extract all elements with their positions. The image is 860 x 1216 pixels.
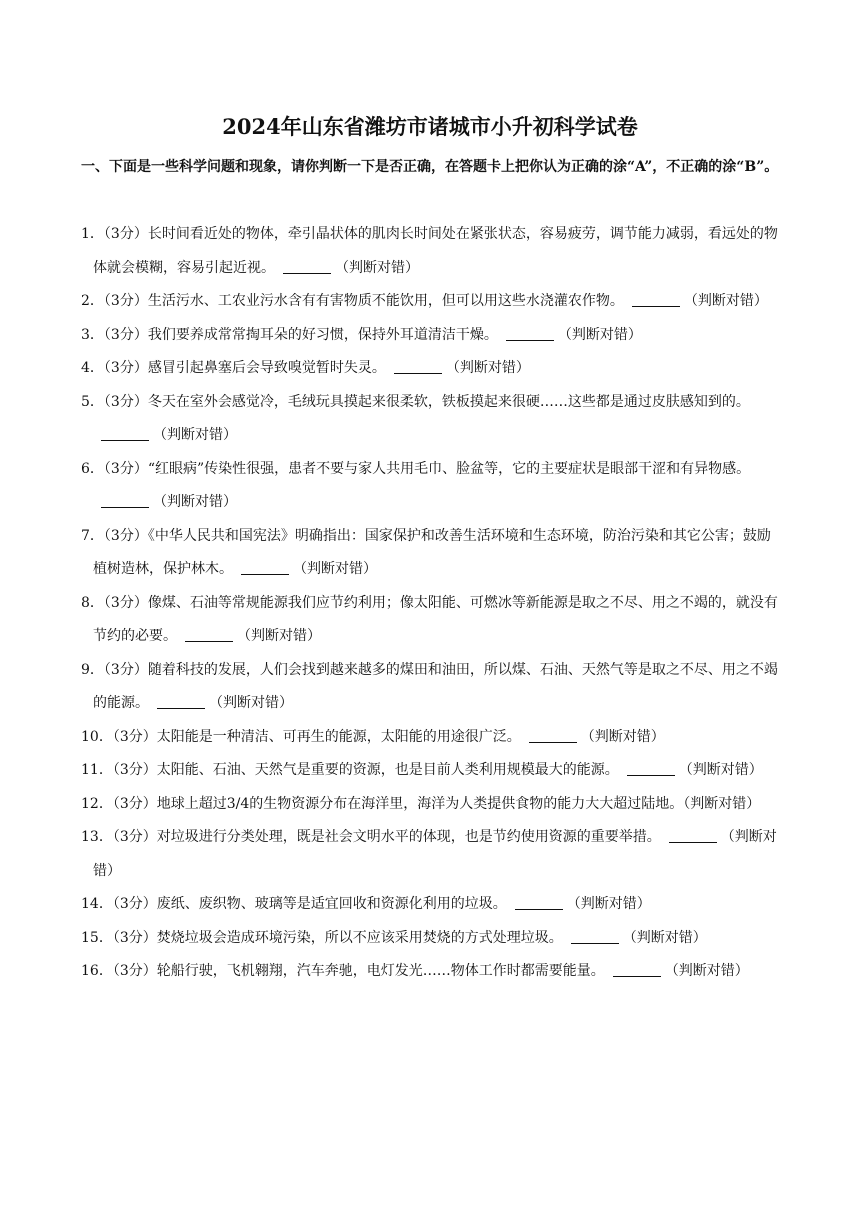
judge-label: （判断对错） xyxy=(580,728,665,745)
answer-blank[interactable] xyxy=(515,895,563,910)
question-text: 废纸、废织物、玻璃等是适宜回收和资源化利用的垃圾。 xyxy=(156,896,507,912)
question-item xyxy=(81,386,779,453)
answer-blank[interactable] xyxy=(506,326,554,341)
answer-blank[interactable] xyxy=(157,694,205,709)
question-points: （3分） xyxy=(112,963,157,979)
question-number: 2． xyxy=(81,293,104,309)
question-text: 地球上超过3/4的生物资源分布在海洋里，海洋为人类提供食物的能力大大超过陆地。 xyxy=(156,795,684,812)
judge-label: （判断对错） xyxy=(683,293,768,309)
question-number: 13． xyxy=(81,829,113,845)
judge-label: （判断对错） xyxy=(566,896,651,912)
question-points: （3分） xyxy=(103,326,148,343)
question-number: 15． xyxy=(81,929,113,946)
question-text: “红眼病”传染性很强，患者不要与家人共用毛巾、脸盆等，它的主要症状是眼部干涩和有异物感。 xyxy=(147,460,751,477)
judge-label: （判断对错） xyxy=(335,259,419,276)
question-text: 太阳能是一种清洁、可再生的能源，太阳能的用途很广泛。 xyxy=(156,728,521,745)
question-points: （3分） xyxy=(103,594,148,611)
question-item xyxy=(81,721,779,755)
question-points: （3分） xyxy=(112,762,157,778)
question-text: 冬天在室外会感觉冷，毛绒玩具摸起来很柔软，铁板摸起来很硬……这些都是通过皮肤感知到的。 xyxy=(147,393,750,410)
question-number: 12． xyxy=(81,795,113,812)
answer-blank[interactable] xyxy=(669,828,717,843)
question-text: 轮船行驶，飞机翱翔，汽车奔驰，电灯发光……物体工作时都需要能量。 xyxy=(156,963,605,979)
answer-blank[interactable] xyxy=(394,359,442,374)
question-list xyxy=(81,218,779,989)
answer-blank[interactable] xyxy=(529,728,577,743)
question-text: 长时间看近处的物体，牵引晶状体的肌肉长时间处在紧张状态，容易疲劳，调节能力减弱，看远处的物体就会模糊，容易引起近视。 xyxy=(93,226,778,276)
question-number: 14． xyxy=(81,896,113,912)
question-points: （3分） xyxy=(103,527,148,544)
answer-blank[interactable] xyxy=(283,259,331,274)
question-item xyxy=(81,520,779,587)
judge-label: （判断对错） xyxy=(683,795,761,812)
question-number: 4． xyxy=(81,360,104,376)
question-points: （3分） xyxy=(103,393,148,410)
question-number: 11． xyxy=(81,762,113,778)
question-points: （3分） xyxy=(103,226,148,242)
judge-label: （判断对错） xyxy=(209,695,293,711)
question-text: 生活污水、工农业污水含有有害物质不能饮用，但可以用这些水浇灌农作物。 xyxy=(147,293,624,309)
question-item xyxy=(81,654,779,721)
answer-blank[interactable] xyxy=(613,962,661,977)
question-item xyxy=(81,922,779,956)
question-points: （3分） xyxy=(112,896,157,912)
question-text: 对垃圾进行分类处理，既是社会文明水平的体现，也是节约使用资源的重要举措。 xyxy=(156,829,661,845)
answer-blank[interactable] xyxy=(571,929,619,944)
question-item xyxy=(81,319,779,353)
answer-blank[interactable] xyxy=(241,560,289,575)
judge-label: （判断对错） xyxy=(153,494,237,510)
exam-title: 2024年山东省潍坊市诸城市小升初科学试卷 xyxy=(222,114,638,139)
judge-label: （判断对错） xyxy=(237,628,321,644)
question-points: （3分） xyxy=(112,795,157,812)
question-text: 焚烧垃圾会造成环境污染，所以不应该采用焚烧的方式处理垃圾。 xyxy=(156,929,563,946)
question-number: 6． xyxy=(81,460,104,477)
question-item xyxy=(81,218,779,285)
question-text: 《中华人民共和国宪法》明确指出：国家保护和改善生活环境和生态环境，防治污染和其它公害；鼓励植树造林，保护林木。 xyxy=(93,527,771,577)
judge-label: （判断对错） xyxy=(557,326,642,343)
question-points: （3分） xyxy=(103,360,148,376)
question-text: 太阳能、石油、天然气是重要的资源，也是目前人类利用规模最大的能源。 xyxy=(156,762,619,778)
question-number: 9． xyxy=(81,661,104,678)
question-points: （3分） xyxy=(103,460,148,477)
question-points: （3分） xyxy=(112,728,157,745)
question-item xyxy=(81,285,779,319)
answer-blank[interactable] xyxy=(632,292,680,307)
judge-label: （判断对错） xyxy=(622,929,707,946)
question-text: 感冒引起鼻塞后会导致嗅觉暂时失灵。 xyxy=(147,360,386,376)
question-item xyxy=(81,754,779,788)
question-text: 随着科技的发展，人们会找到越来越多的煤田和油田，所以煤、石油、天然气等是取之不尽、用之不竭的能源。 xyxy=(93,661,778,711)
question-number: 10． xyxy=(81,728,113,745)
question-number: 1． xyxy=(81,226,104,242)
question-points: （3分） xyxy=(103,661,148,678)
question-item xyxy=(81,788,779,822)
answer-blank[interactable] xyxy=(185,627,233,642)
question-points: （3分） xyxy=(112,829,157,845)
question-item xyxy=(81,821,779,888)
section-heading: 一、下面是一些科学问题和现象，请你判断一下是否正确，在答题卡上把你认为正确的涂“A”，不正确的涂“B”。 xyxy=(81,159,779,175)
question-text: 像煤、石油等常规能源我们应节约利用；像太阳能、可燃冰等新能源是取之不尽、用之不竭的，就没有节约的必要。 xyxy=(93,594,778,644)
question-number: 16． xyxy=(81,963,113,979)
question-number: 8． xyxy=(81,594,104,611)
judge-label: （判断对错） xyxy=(678,762,763,778)
judge-label: （判断对错） xyxy=(445,360,530,376)
judge-label: （判断对错） xyxy=(93,829,777,879)
question-item xyxy=(81,352,779,386)
judge-label: （判断对错） xyxy=(664,963,749,979)
question-item xyxy=(81,955,779,989)
question-points: （3分） xyxy=(103,293,148,309)
question-text: 我们要养成常常掏耳朵的好习惯，保持外耳道清洁干燥。 xyxy=(147,326,498,343)
answer-blank[interactable] xyxy=(101,493,149,508)
question-item xyxy=(81,888,779,922)
judge-label: （判断对错） xyxy=(153,427,237,443)
question-number: 7． xyxy=(81,527,104,544)
question-item xyxy=(81,453,779,520)
question-number: 3． xyxy=(81,326,104,343)
question-points: （3分） xyxy=(112,929,157,946)
judge-label: （判断对错） xyxy=(293,561,377,577)
question-number: 5． xyxy=(81,393,104,410)
question-item xyxy=(81,587,779,654)
answer-blank[interactable] xyxy=(627,761,675,776)
answer-blank[interactable] xyxy=(101,426,149,441)
